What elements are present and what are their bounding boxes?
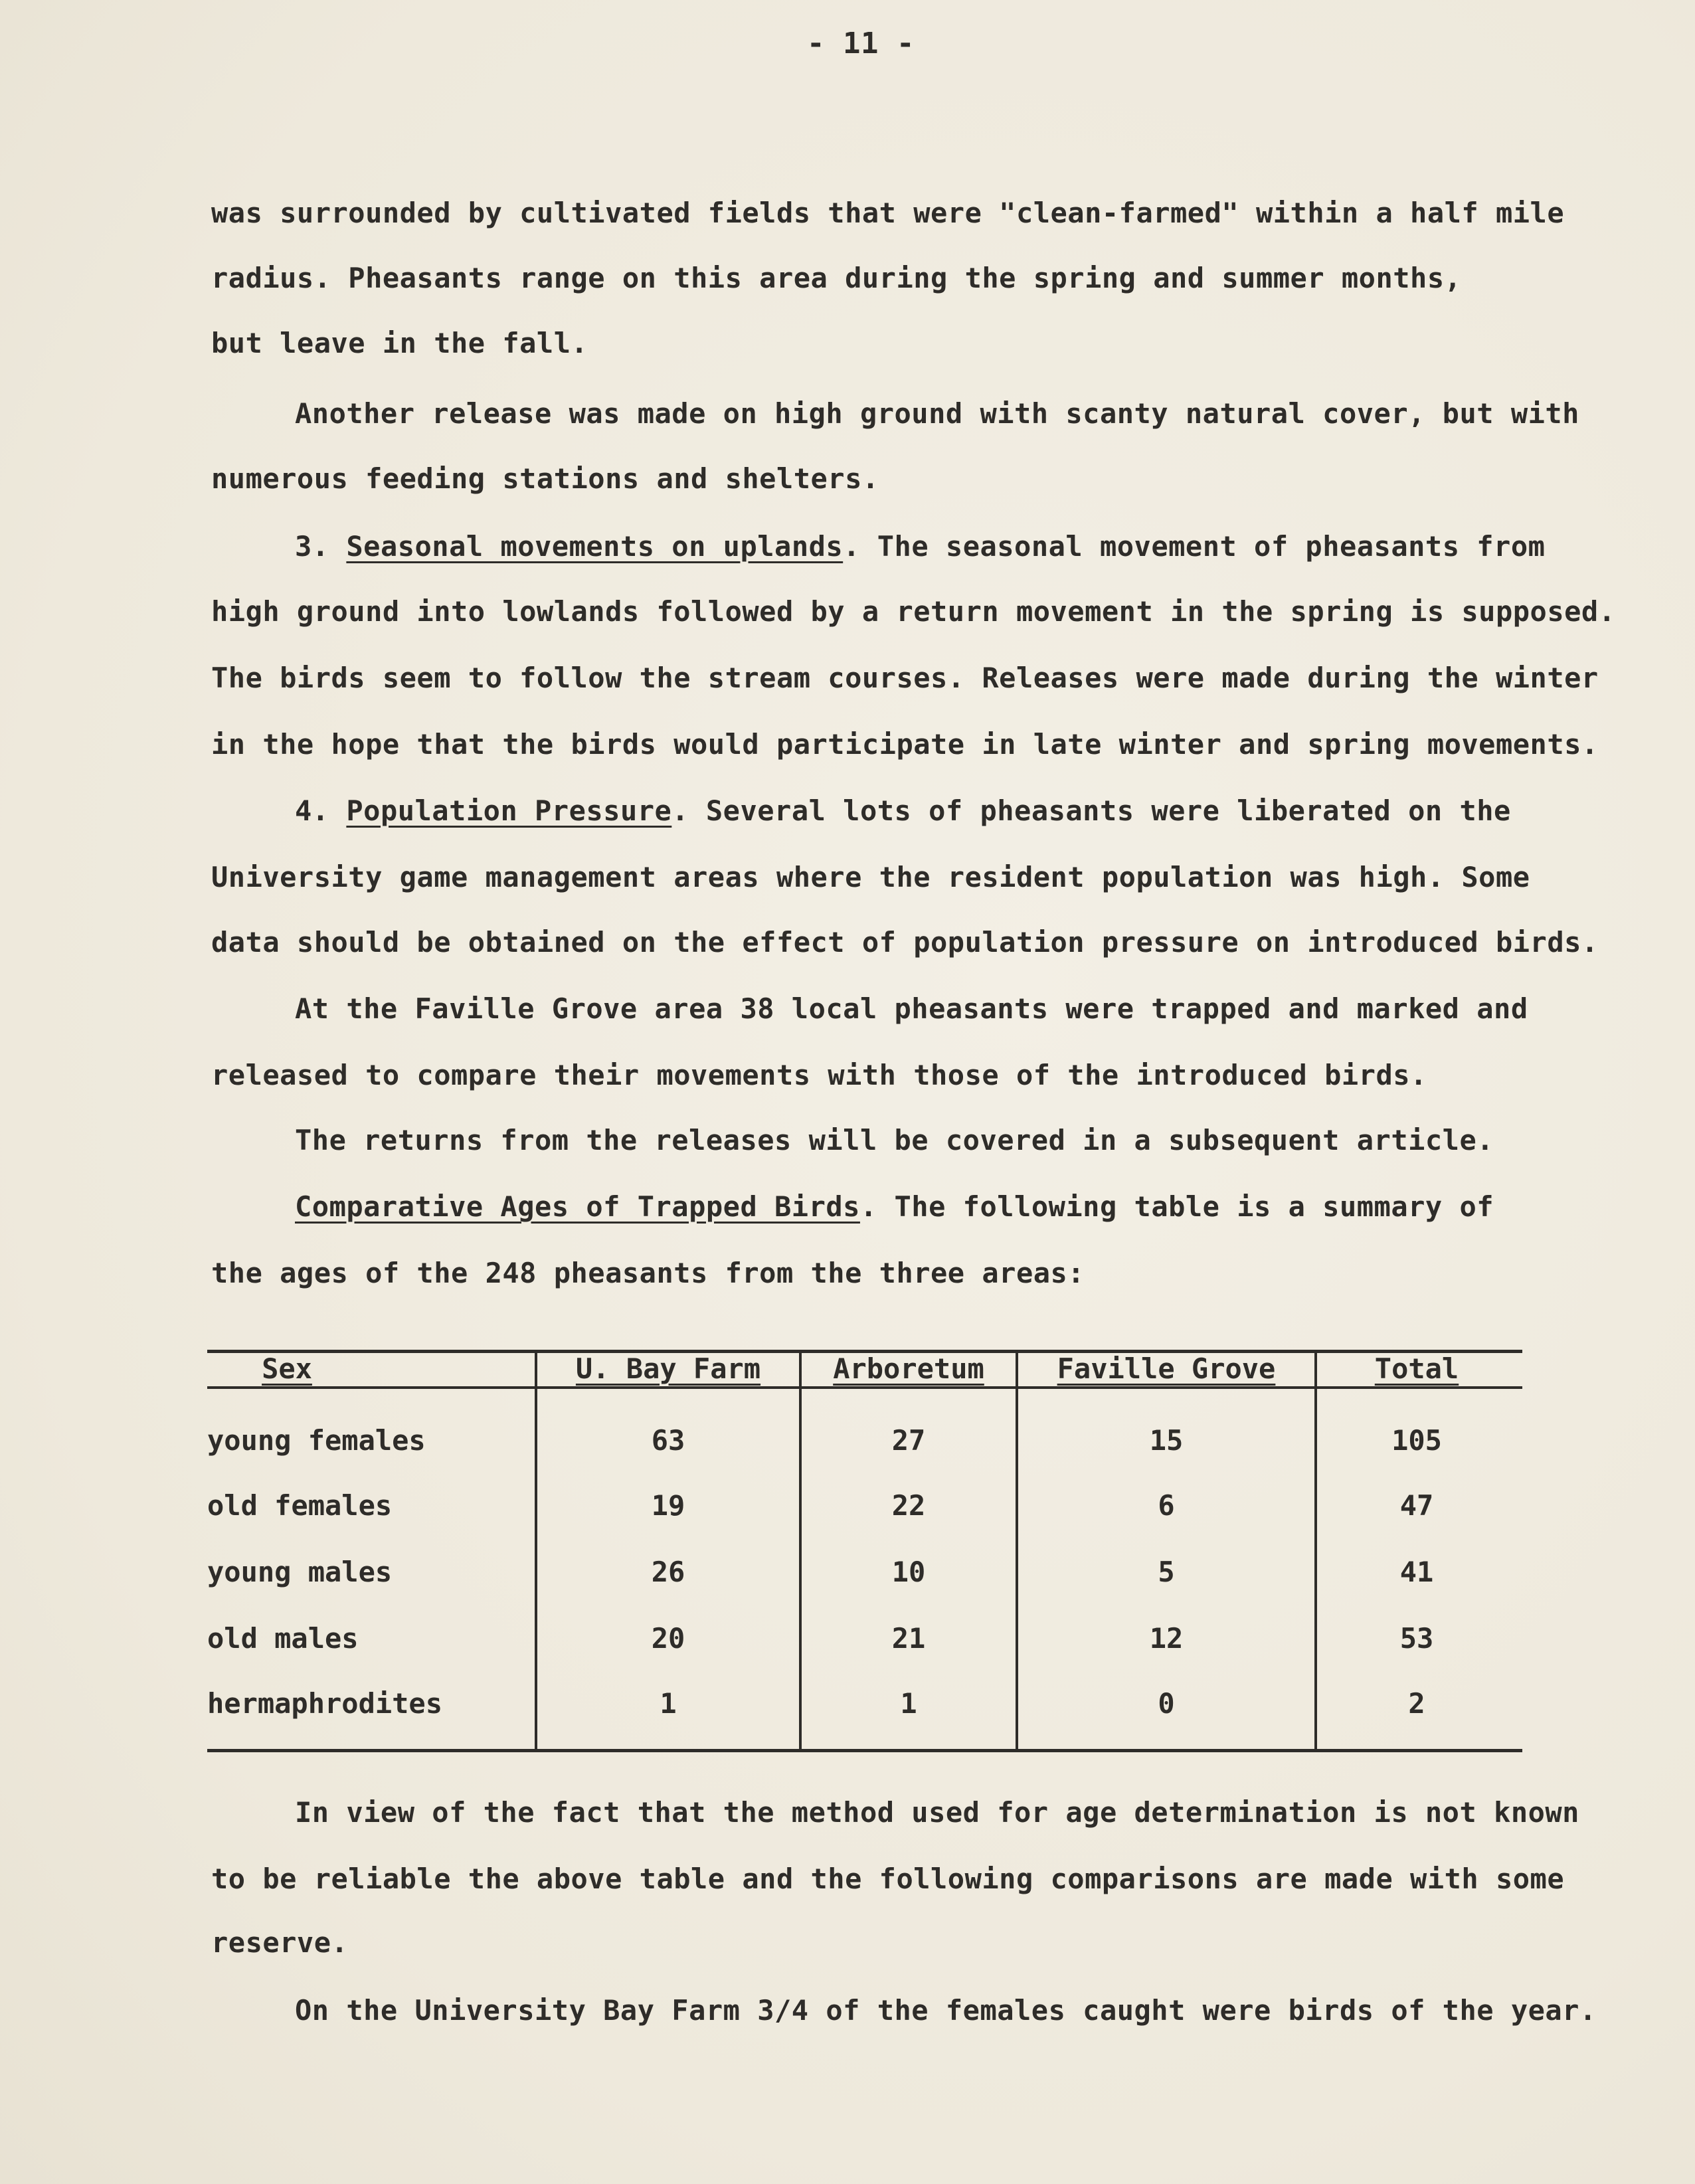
table-cell: 12 <box>1149 1622 1184 1655</box>
body-line: The birds seem to follow the stream courses. Releases were made during the winter <box>211 662 1599 694</box>
body-line: radius. Pheasants range on this area during the spring and summer months, <box>211 262 1462 294</box>
body-line: At the Faville Grove area 38 local pheasants were trapped and marked and <box>295 992 1528 1025</box>
body-line: The returns from the releases will be covered in a subsequent article. <box>295 1124 1494 1156</box>
table-cell: 53 <box>1399 1622 1434 1655</box>
body-line: On the University Bay Farm 3/4 of the females caught were birds of the year. <box>295 1994 1597 2027</box>
table-cell: 41 <box>1399 1556 1434 1588</box>
table-cell: 1 <box>900 1687 917 1720</box>
body-line: reserve. <box>211 1926 349 1959</box>
section-4-heading: Population Pressure <box>346 794 672 827</box>
body-line: the ages of the 248 pheasants from the three areas: <box>211 1257 1085 1289</box>
table-row-label: hermaphrodites <box>207 1687 443 1720</box>
body-line: in the hope that the birds would participate in late winter and spring movements. <box>211 728 1599 761</box>
table-cell: 0 <box>1158 1687 1175 1720</box>
section-4-number: 4. <box>295 794 329 827</box>
column-header-faville: Faville Grove <box>1057 1352 1276 1385</box>
table-cell: 5 <box>1158 1556 1175 1588</box>
table-cell: 21 <box>891 1622 926 1655</box>
body-line: numerous feeding stations and shelters. <box>211 462 879 495</box>
section-3-text: . The seasonal movement of pheasants from <box>843 530 1546 563</box>
table-cell: 26 <box>651 1556 685 1588</box>
body-line: University game management areas where the resident population was high. Some <box>211 861 1530 893</box>
table-row-label: old males <box>207 1622 359 1655</box>
table-cell: 2 <box>1408 1687 1425 1720</box>
body-line: to be reliable the above table and the following comparisons are made with some <box>211 1863 1565 1895</box>
body-line: data should be obtained on the effect of population pressure on introduced birds. <box>211 926 1599 958</box>
table-cell: 1 <box>660 1687 677 1720</box>
body-line: but leave in the fall. <box>211 327 588 359</box>
table-cell: 63 <box>651 1424 685 1457</box>
table-cell: 6 <box>1158 1489 1175 1522</box>
section-4-line <box>295 794 1511 827</box>
column-header-ubay: U. Bay Farm <box>575 1352 761 1385</box>
body-line: high ground into lowlands followed by a return movement in the spring is supposed. <box>211 595 1616 628</box>
table-cell: 47 <box>1399 1489 1434 1522</box>
table-cell: 105 <box>1391 1424 1442 1457</box>
table-bottom-rule <box>207 1749 1522 1752</box>
section-4-text: . Several lots of pheasants were liberated on the <box>671 794 1511 827</box>
table-cell: 22 <box>891 1489 926 1522</box>
column-header-sex: Sex <box>262 1352 312 1385</box>
body-line: was surrounded by cultivated fields that were "clean-farmed" within a half mile <box>211 197 1565 229</box>
body-line: Another release was made on high ground with scanty natural cover, but with <box>295 397 1579 430</box>
section-3-heading: Seasonal movements on uplands <box>346 530 844 563</box>
table-intro-heading: Comparative Ages of Trapped Birds <box>295 1190 860 1223</box>
table-intro-text: . The following table is a summary of <box>859 1190 1494 1223</box>
body-line: released to compare their movements with those of the introduced birds. <box>211 1059 1427 1091</box>
table-header-rule <box>207 1386 1522 1389</box>
column-header-arboretum: Arboretum <box>833 1352 984 1385</box>
table-cell: 27 <box>891 1424 926 1457</box>
table-cell: 10 <box>891 1556 926 1588</box>
body-line: In view of the fact that the method used for age determination is not known <box>295 1796 1579 1829</box>
section-3-line <box>295 530 1545 563</box>
table-cell: 20 <box>651 1622 685 1655</box>
table-row-label: young females <box>207 1424 426 1457</box>
column-header-total: Total <box>1374 1352 1459 1385</box>
table-row-label: young males <box>207 1556 393 1588</box>
table-intro-line <box>295 1190 1494 1223</box>
table-row-label: old females <box>207 1489 393 1522</box>
table-cell: 19 <box>651 1489 685 1522</box>
page-number: - 11 - <box>807 27 915 60</box>
table-cell: 15 <box>1149 1424 1184 1457</box>
section-3-number: 3. <box>295 530 329 563</box>
